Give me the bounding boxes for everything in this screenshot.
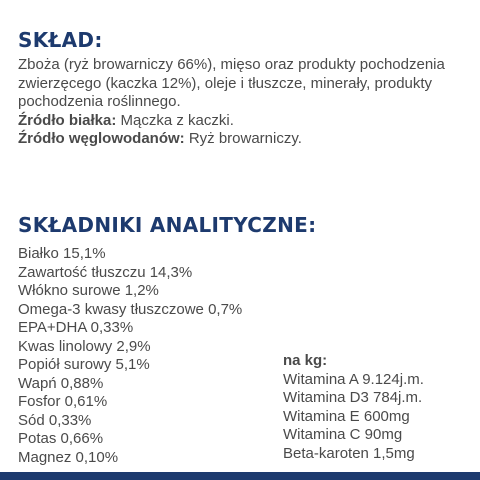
protein-source-value: Mączka z kaczki. — [116, 111, 234, 129]
analytical-item: EPA+DHA 0,33% — [18, 319, 134, 336]
protein-source-label: Źródło białka: — [18, 111, 117, 129]
analytical-item: Wapń 0,88% — [18, 374, 104, 392]
composition-block — [18, 56, 463, 149]
analytical-item: Zawartość tłuszczu 14,3% — [18, 263, 193, 281]
analytical-item: Białko 15,1% — [18, 245, 106, 262]
analytical-item: Sód 0,33% — [18, 411, 92, 429]
analytical-item: Omega-3 kwasy tłuszczowe 0,7% — [18, 300, 243, 318]
analytical-item: Fosfor 0,61% — [18, 393, 108, 410]
carb-source — [18, 130, 463, 149]
per-kg-item: Witamina D3 784j.m. — [283, 389, 423, 406]
analytical-item: Popiół surowy 5,1% — [18, 356, 150, 373]
analytical-item: Włókno surowe 1,2% — [18, 282, 159, 299]
analytical-item: Potas 0,66% — [18, 430, 104, 447]
per-kg-item: Witamina E 600mg — [283, 407, 410, 425]
analytical-list — [18, 245, 242, 467]
per-kg-title: na kg: — [283, 352, 328, 369]
per-kg-item: Witamina C 90mg — [283, 426, 403, 443]
composition-text: Zboża (ryż browarniczy 66%), mięso oraz produkty pochodzenia zwierzęcego (kaczka 12%), oleje i tłuszcze, minerały, produkty pochodzenia roślinnego. — [18, 56, 445, 110]
composition-heading: SKŁAD: — [18, 28, 103, 52]
per-kg-item: Beta-karoten 1,5mg — [283, 444, 415, 462]
per-kg-list — [283, 352, 424, 463]
bottom-bar — [0, 472, 480, 480]
protein-source — [18, 112, 463, 131]
analytical-item: Kwas linolowy 2,9% — [18, 337, 151, 355]
analytical-item: Magnez 0,10% — [18, 448, 119, 466]
per-kg-item: Witamina A 9.124j.m. — [283, 370, 424, 388]
carb-source-value: Ryż browarniczy. — [184, 130, 302, 147]
analytical-heading: SKŁADNIKI ANALITYCZNE: — [18, 213, 317, 237]
carb-source-label: Źródło węglowodanów: — [18, 130, 185, 147]
